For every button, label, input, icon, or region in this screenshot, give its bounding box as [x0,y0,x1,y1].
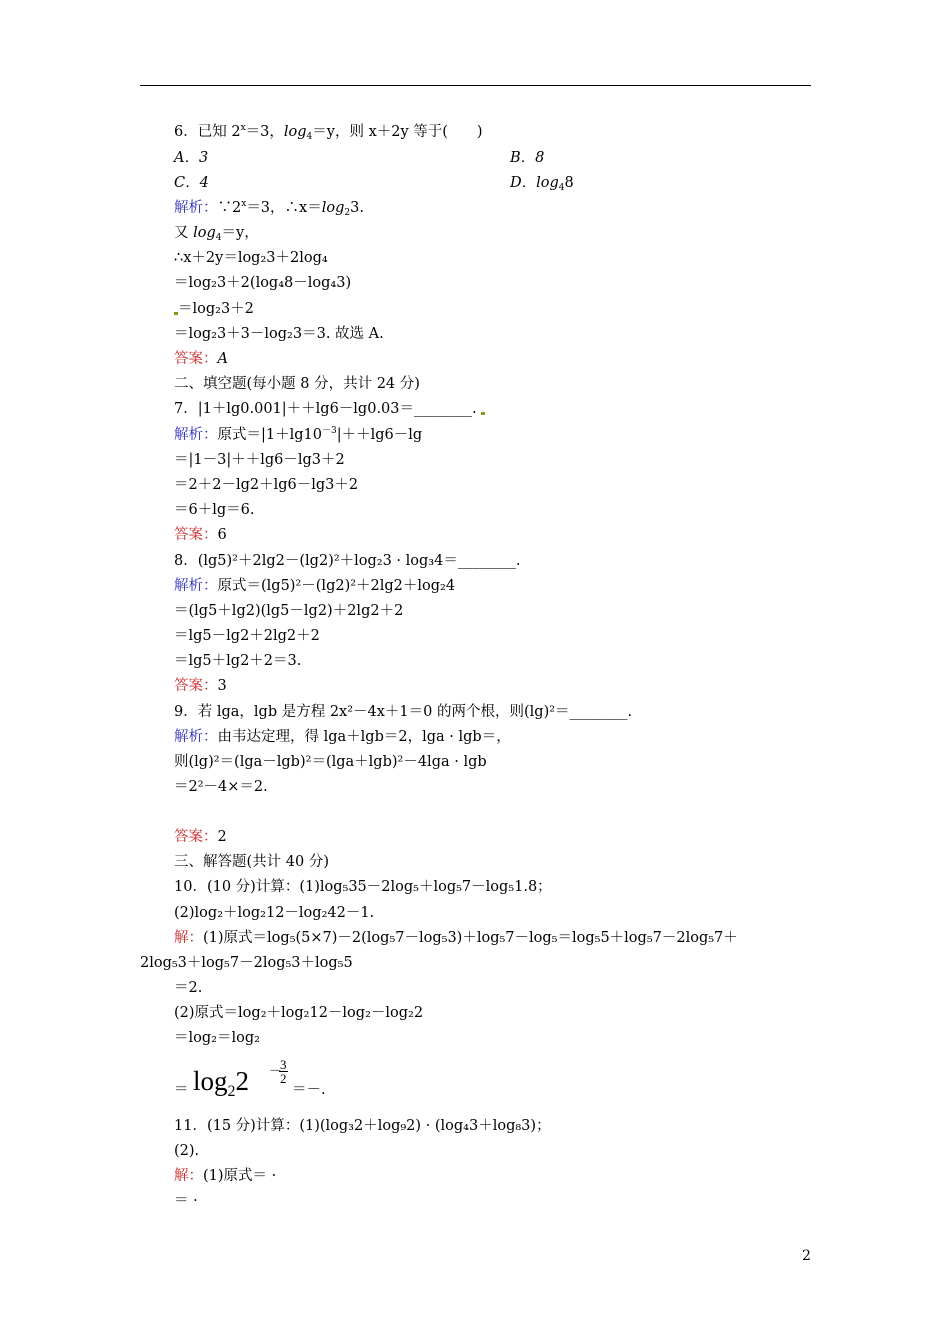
q10-stem-1: 10．(10 分)计算：(1)log₅35－2log₅＋log₅7－log₅1.8； [174,879,552,895]
q10-solution-line-2: 2log₅3＋log₅7－2log₅3＋log₅5 [140,955,353,971]
analysis-label: 解析： [174,200,218,216]
q8-analysis-line-3: ＝lg5－lg2＋2lg2＋2 [174,628,320,644]
q6-option-a: A．3 [174,150,209,166]
section-2-heading: 二、填空题(每小题 8 分，共计 24 分) [174,376,420,392]
q8-stem: 8．(lg5)²＋2lg2－(lg2)²＋log₂3 · log₃4＝________. [174,553,521,569]
q11-stem-2: (2). [174,1143,200,1159]
q10-solution-line-1: 解：(1)原式＝log₅(5×7)－2(log₅7－log₅3)＋log₅7－log₅＝log₅5＋log₅7－2log₅7＋ [174,930,738,946]
q10-solution-line-5: ＝log₂＝log₂ [174,1030,260,1046]
q8-analysis-line-2: ＝(lg5＋lg2)(lg5－lg2)＋2lg2＋2 [174,603,404,619]
q6-analysis-line-6: ＝log₂3＋3－log₂3＝3. 故选 A. [174,326,384,342]
q7-answer: 答案：6 [174,527,227,543]
q9-answer: 答案：2 [174,829,227,845]
q9-stem: 9．若 lga，lgb 是方程 2x²－4x＋1＝0 的两个根，则(lg)²＝________. [174,704,633,720]
q6-analysis-line-2: 又 $\log_4=y$， [174,225,259,243]
q9-analysis-line-1: 解析：由韦达定理，得 lga＋lgb＝2，lga · lgb＝， [174,729,511,745]
log-formula-image: $\log_22$ － 3 2 [193,1057,287,1100]
q10-solution-line-6-prefix: ＝ [174,1082,189,1098]
q6-analysis-line-5: ＝log₂3＋2 [174,300,254,318]
page-number: 2 [802,1248,811,1264]
q8-analysis-line-1: 解析：原式＝(lg5)²－(lg2)²＋2lg2＋log₂4 [174,578,456,594]
q6-analysis-line-1: 解析：$\because 2^x=3$，$\therefore x=\log_23$. [174,199,364,218]
q10-solution-line-3: ＝2. [174,980,203,996]
q8-analysis-line-4: ＝lg5＋lg2＋2＝3. [174,653,302,669]
q7-analysis-line-2: ＝|1－3|＋＋lg6－lg3＋2 [174,452,345,468]
q10-solution-line-4: (2)原式＝log₂＋log₂12－log₂－log₂2 [174,1005,424,1021]
q6-answer: 答案：A [174,351,228,367]
q10-solution-line-6-suffix: ＝－. [292,1082,326,1098]
q7-analysis-line-4: ＝6＋lg＝6. [174,502,255,518]
section-3-heading: 三、解答题(共计 40 分) [174,854,329,870]
q9-analysis-line-3: ＝2²－4×＝2. [174,779,268,795]
q6-option-d: D．$\log_48$ [510,175,574,193]
q6-option-b: B．8 [510,150,545,166]
q6-stem: 6．已知 $2^x=3$，$\log_4=y$，则 x＋2y 等于( ) [174,123,483,142]
q11-solution-line-1: 解：(1)原式＝ · [174,1168,277,1184]
q7-analysis-line-1: 解析：原式$=|1+\lg 10^{-3}|++\lg 6-\lg$ [174,426,423,443]
q7-analysis-line-3: ＝2＋2－lg2＋lg6－lg3＋2 [174,477,359,493]
q6-option-c: C．4 [174,175,209,191]
q11-solution-line-2: ＝ · [174,1193,198,1209]
q6-analysis-line-3: ∴x＋2y＝log₂3＋2log₄ [174,250,328,266]
q9-analysis-line-2: 则(lg)²＝(lga－lgb)²＝(lga＋lgb)²－4lga · lgb [174,754,487,770]
q6-analysis-line-4: ＝log₂3＋2(log₄8－log₄3) [174,275,352,291]
q10-stem-2: (2)log₂＋log₂12－log₂42－1. [174,905,375,921]
header-rule [140,85,811,86]
formula-exponent: － 3 2 [269,1057,287,1086]
q8-answer: 答案：3 [174,678,227,694]
q11-stem-1: 11．(15 分)计算：(1)(log₃2＋log₉2) · (log₄3＋log₈3)； [174,1118,551,1134]
q7-stem: 7．|1＋lg0.001|＋＋lg6－lg0.03＝________. [174,400,485,418]
